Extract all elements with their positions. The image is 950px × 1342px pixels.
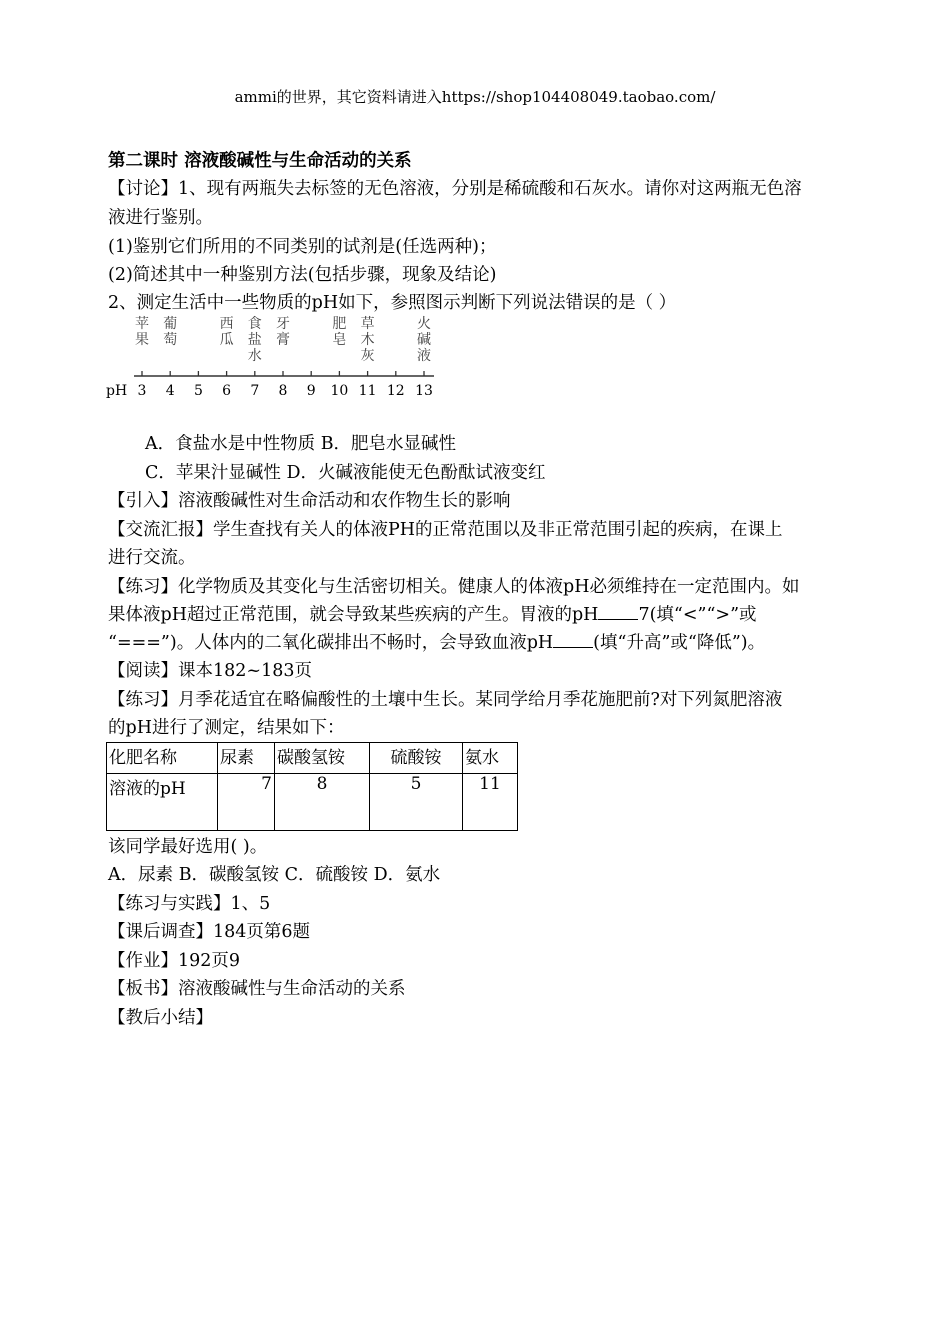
practice-line: 【练习与实践】1、5 [108,894,271,914]
survey-line: 【课后调查】184页第6题 [108,922,311,942]
exercise1-line-3 [108,632,765,654]
table-row [107,774,518,831]
table-cell: 8 [275,774,370,831]
ph-substance-label: 苹果 [135,316,149,348]
table-header-cell: 碳酸氢铵 [275,743,370,774]
ph-substance-label: 葡萄 [163,316,178,348]
exercise1-line-2 [108,604,757,626]
page-header: ammi的世界，其它资料请进入https://shop104408049.taobao.com/ [234,88,716,106]
table-header-cell: 氨水 [463,743,518,774]
discussion-line-1: 【讨论】1、现有两瓶失去标签的无色溶液，分别是稀硫酸和石灰水。请你对这两瓶无色溶 [108,179,802,199]
ph-tick-label: 3 [137,383,147,399]
fertilizer-table [106,742,518,831]
ph-substance-labels [135,315,431,364]
lesson-title: 第二课时 溶液酸碱性与生命活动的关系 [108,151,412,171]
table-header-cell: 尿素 [218,743,275,774]
exercise2-line-1: 【练习】月季花适宜在略偏酸性的土壤中生长。某同学给月季花施肥前?对下列氮肥溶液 [108,690,783,710]
ph-tick-label: 8 [278,383,288,399]
ph-tick-label: 10 [330,383,349,399]
ph-tick-label: 12 [386,383,405,399]
exercise1-line-2b: 7(填“<”“>”或 [638,605,757,625]
ph-substance-label: 牙膏 [276,316,290,348]
ph-tick-label: 9 [306,383,316,399]
table-header-row [107,743,518,774]
ph-tick-label: 5 [193,383,203,399]
exercise1-line-1: 【练习】化学物质及其变化与生活密切相关。健康人的体液pH必须维持在一定范围内。如 [108,577,800,597]
homework-line: 【作业】192页9 [108,951,241,971]
ph-tick-label: 7 [250,383,260,399]
ph-substance-label: 肥皂 [332,316,347,348]
ph-axis-ticks [138,371,433,399]
answer-blank-1[interactable] [598,605,638,620]
board-line: 【板书】溶液酸碱性与生命活动的关系 [108,979,406,999]
question-2: 2、测定生活中一些物质的pH如下，参照图示判断下列说法错误的是（ ） [108,293,677,313]
q2-options-row-2: C．苹果汁显碱性 D．火碱液能使无色酚酞试液变红 [145,463,546,483]
ph-axis-label: pH [106,383,128,399]
exercise1-line-3b: (填“升高”或“降低”)。 [593,633,766,653]
exercise1-line-3a: “===”)。人体内的二氧化碳排出不畅时，会导致血液pH [108,633,554,653]
ph-scale-figure [104,314,444,404]
exchange-line-2: 进行交流。 [108,548,196,568]
table-header-cell: 化肥名称 [107,743,218,774]
reading-line: 【阅读】课本182~183页 [108,661,312,681]
q3-options: A．尿素 B．碳酸氢铵 C．硫酸铵 D．氨水 [108,865,441,885]
ph-tick-label: 11 [358,383,377,399]
ph-substance-label: 火碱液 [417,316,431,364]
ph-tick-label: 4 [165,383,175,399]
q2-options-row-1: A．食盐水是中性物质 B．肥皂水显碱性 [145,434,457,454]
ph-tick-label: 6 [222,383,232,399]
summary-line: 【教后小结】 [108,1008,213,1028]
choose-line: 该同学最好选用( )。 [108,837,268,857]
discussion-line-2: 液进行鉴别。 [108,208,213,228]
table-cell: 11 [463,774,518,831]
table-row-label: 溶液的pH [107,774,218,831]
ph-tick-label: 13 [415,383,433,399]
discussion-question-1: (1)鉴别它们所用的不同类别的试剂是(任选两种)； [108,237,497,257]
answer-blank-2[interactable] [553,633,593,648]
discussion-question-2: (2)简述其中一种鉴别方法(包括步骤，现象及结论) [108,265,497,285]
exercise2-line-2: 的pH进行了测定，结果如下： [108,718,345,738]
exercise1-line-2a: 果体液pH超过正常范围，就会导致某些疾病的产生。胃液的pH [108,605,599,625]
ph-substance-label: 草木灰 [360,316,375,364]
intro-line: 【引入】溶液酸碱性对生命活动和农作物生长的影响 [108,491,511,511]
table-cell: 7 [218,774,275,831]
ph-substance-label: 食盐水 [247,316,262,364]
table-header-cell: 硫酸铵 [370,743,463,774]
exchange-line-1: 【交流汇报】学生查找有关人的体液PH的正常范围以及非正常范围引起的疾病，在课上 [108,520,783,540]
ph-substance-label: 西瓜 [219,316,234,348]
table-cell: 5 [370,774,463,831]
